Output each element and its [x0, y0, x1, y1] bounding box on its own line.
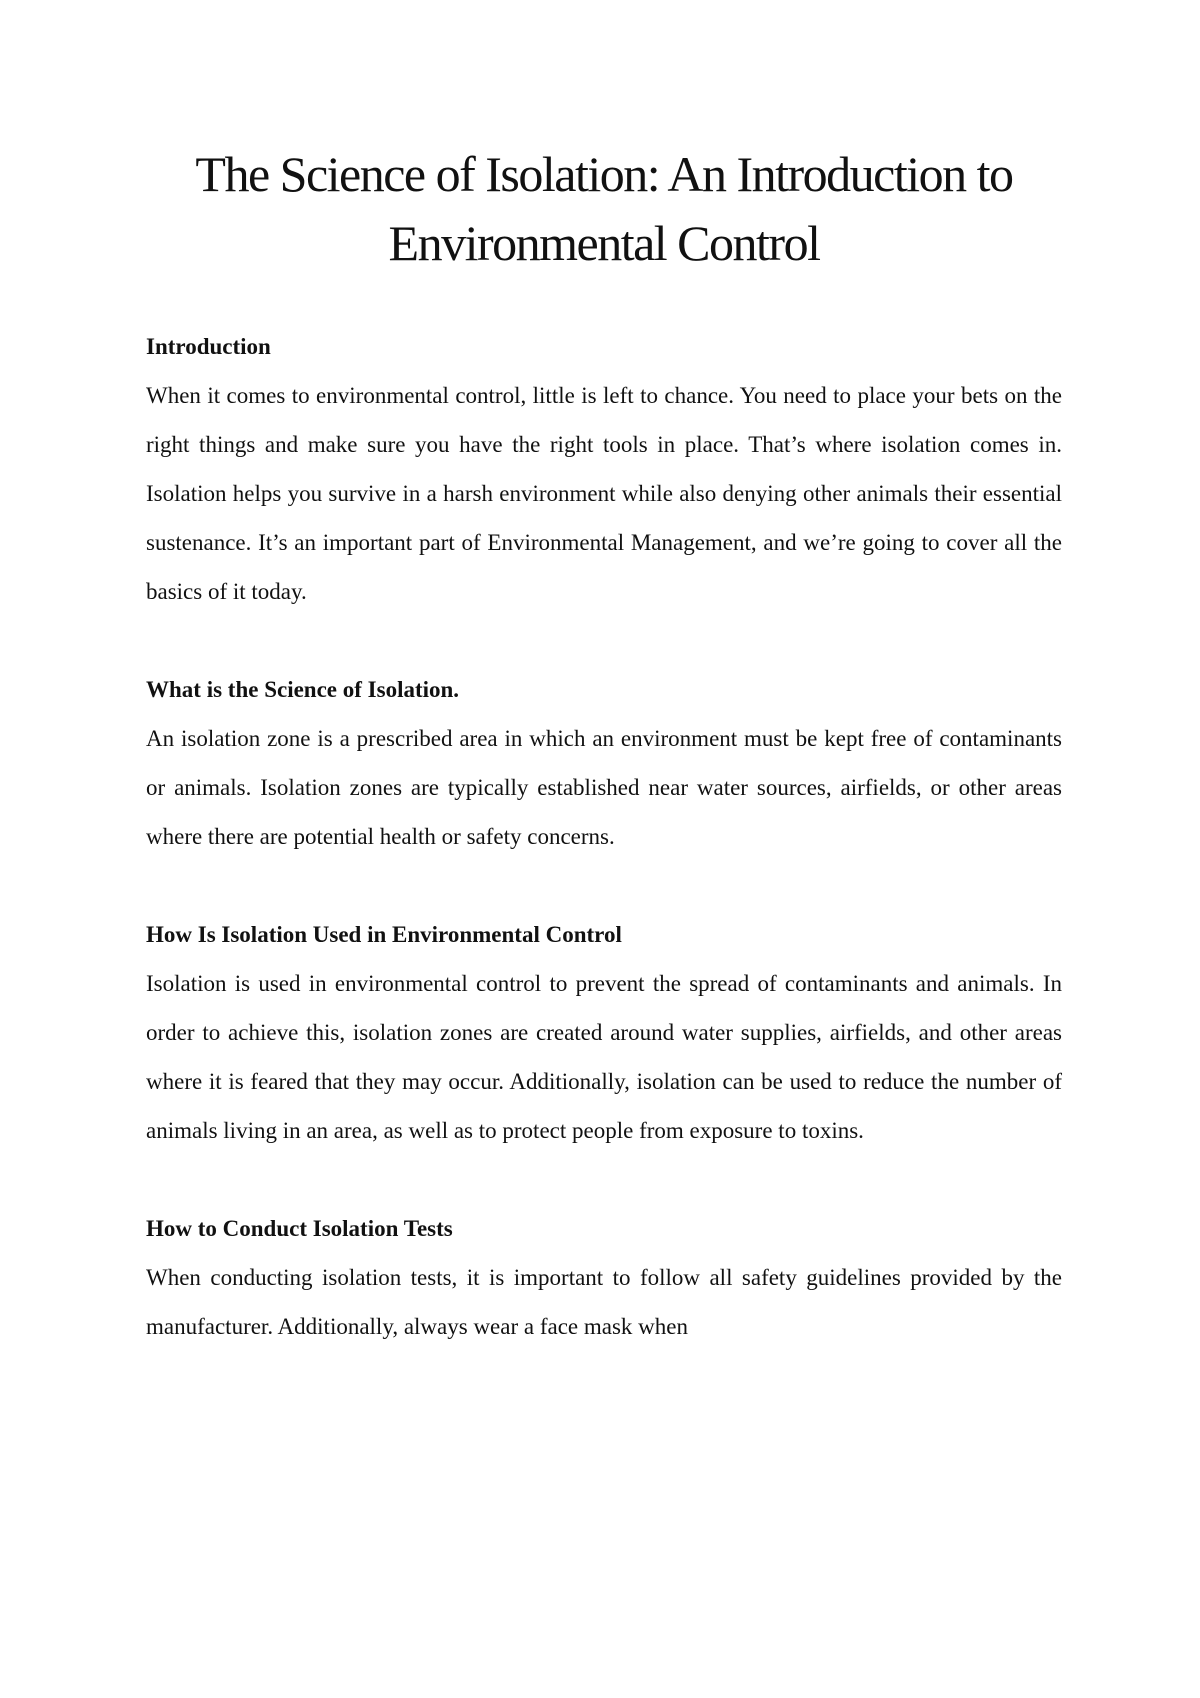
- document-title: The Science of Isolation: An Introduction to Environmental Control: [195, 146, 1013, 271]
- section-heading: How Is Isolation Used in Environmental Control: [146, 922, 622, 947]
- section-how-isolation-used: [146, 910, 1062, 1155]
- section-how-to-conduct-tests: [146, 1204, 1062, 1351]
- section-heading: Introduction: [146, 334, 271, 359]
- section-heading: How to Conduct Isolation Tests: [146, 1216, 453, 1241]
- section-paragraph: When conducting isolation tests, it is important to follow all safety guidelines provided by the manufacturer. Additionally, always wear a face mask when: [146, 1265, 1062, 1339]
- document-page: [146, 140, 1062, 1351]
- section-heading: What is the Science of Isolation.: [146, 677, 460, 702]
- section-paragraph: Isolation is used in environmental control to prevent the spread of contaminants and animals. In order to achieve this, isolation zones are created around water supplies, airfields, and other areas where it is feared that they may occur. Additionally, isolation can be used to reduce the number of animals living in an area, as well as to protect people from exposure to toxins.: [146, 971, 1062, 1143]
- section-what-is-isolation: [146, 665, 1062, 861]
- section-paragraph: An isolation zone is a prescribed area in which an environment must be kept free of contaminants or animals. Isolation zones are typically established near water sources, airfields, or other areas where there are potential health or safety concerns.: [146, 726, 1062, 849]
- section-paragraph: When it comes to environmental control, little is left to chance. You need to place your bets on the right things and make sure you have the right tools in place. That’s where isolation comes in. Isolation helps you survive in a harsh environment while also denying other animals their essential sustenance. It’s an important part of Environmental Management, and we’re going to cover all the basics of it today.: [146, 383, 1062, 604]
- section-introduction: [146, 322, 1062, 616]
